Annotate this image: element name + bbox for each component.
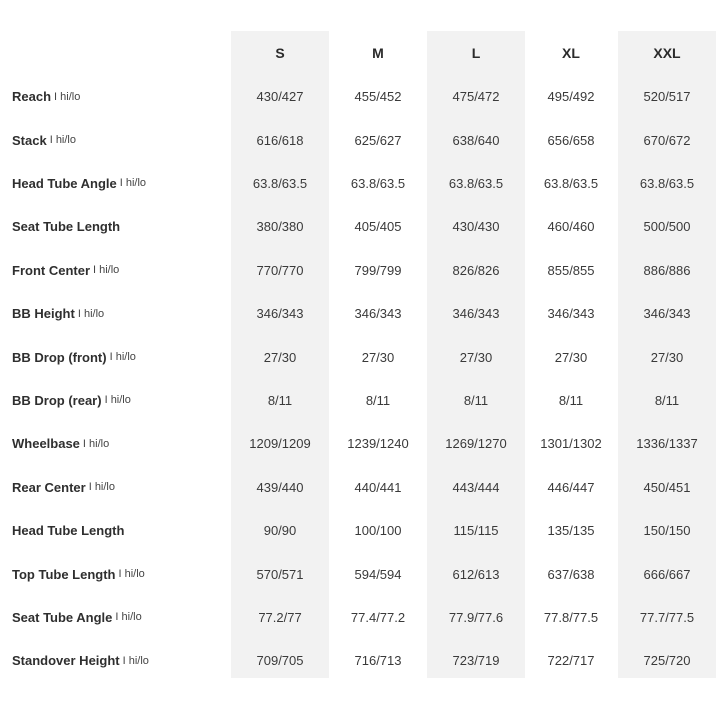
table-cell: 625/627 — [354, 132, 402, 148]
row-label-text: BB Drop (front) — [12, 349, 107, 365]
table-cell: 799/799 — [354, 262, 402, 278]
row-label-suffix: I hi/lo — [118, 568, 145, 581]
table-cell: 1239/1240 — [347, 436, 409, 452]
table-cell: 455/452 — [354, 89, 402, 105]
size-header-xxl: XXL — [653, 44, 681, 61]
table-cell: 63.8/63.5 — [639, 175, 695, 191]
row-label — [12, 292, 104, 335]
table-cell: 135/135 — [547, 523, 595, 539]
table-cell: 1209/1209 — [249, 436, 311, 452]
row-label — [12, 639, 149, 682]
table-cell: 725/720 — [643, 653, 691, 669]
table-row — [0, 639, 720, 682]
table-cell: 90/90 — [263, 523, 297, 539]
row-label-suffix: I hi/lo — [54, 90, 81, 103]
table-cell: 27/30 — [263, 349, 297, 365]
table-cell: 460/460 — [547, 219, 595, 235]
row-label-suffix: I hi/lo — [119, 177, 147, 190]
table-row — [0, 118, 720, 161]
table-cell: 475/472 — [452, 89, 500, 105]
table-cell: 27/30 — [650, 349, 684, 365]
table-cell: 8/11 — [463, 392, 489, 408]
row-label-text: Wheelbase — [12, 436, 80, 452]
table-cell: 520/517 — [643, 89, 691, 105]
table-cell: 77.8/77.5 — [543, 609, 599, 625]
table-cell: 638/640 — [452, 132, 500, 148]
row-label-suffix: I hi/lo — [49, 134, 76, 147]
row-label-text: Standover Height — [12, 653, 120, 669]
table-row — [0, 596, 720, 639]
table-row — [0, 379, 720, 422]
table-cell: 63.8/63.5 — [350, 175, 406, 191]
table-cell: 77.4/77.2 — [350, 609, 406, 625]
row-label-text: Head Tube Length — [12, 523, 125, 539]
table-cell: 722/717 — [547, 653, 595, 669]
table-cell: 346/343 — [547, 306, 595, 322]
table-cell: 27/30 — [459, 349, 493, 365]
size-header-s: S — [275, 44, 285, 61]
table-cell: 439/440 — [256, 479, 304, 495]
table-cell: 594/594 — [354, 566, 402, 582]
table-cell: 709/705 — [256, 653, 304, 669]
row-label — [12, 118, 76, 161]
table-row — [0, 162, 720, 205]
table-cell: 63.8/63.5 — [252, 175, 308, 191]
table-cell: 77.7/77.5 — [639, 609, 695, 625]
table-cell: 770/770 — [256, 262, 304, 278]
table-cell: 346/343 — [256, 306, 304, 322]
table-cell: 1301/1302 — [540, 436, 602, 452]
table-row — [0, 552, 720, 595]
table-cell: 8/11 — [267, 392, 293, 408]
row-label — [12, 596, 142, 639]
table-cell: 723/719 — [452, 653, 500, 669]
table-cell: 826/826 — [452, 262, 500, 278]
table-cell: 1336/1337 — [636, 436, 698, 452]
row-label-text: Rear Center — [12, 479, 86, 495]
table-cell: 446/447 — [547, 479, 595, 495]
row-label-text: Stack — [12, 132, 47, 148]
table-cell: 115/115 — [453, 523, 499, 539]
table-cell: 430/430 — [452, 219, 500, 235]
size-header-l: L — [471, 44, 481, 61]
table-cell: 8/11 — [654, 392, 680, 408]
row-label-text: BB Drop (rear) — [12, 392, 102, 408]
table-row — [0, 205, 720, 248]
row-label-suffix: I hi/lo — [115, 611, 142, 624]
table-cell: 637/638 — [547, 566, 595, 582]
table-cell: 27/30 — [361, 349, 395, 365]
table-cell: 77.9/77.6 — [448, 609, 504, 625]
table-cell: 612/613 — [452, 566, 500, 582]
row-label — [12, 422, 109, 465]
table-cell: 886/886 — [643, 262, 691, 278]
row-label-suffix: I hi/lo — [104, 394, 131, 407]
row-label — [12, 205, 120, 248]
size-header-row — [0, 31, 720, 74]
table-row — [0, 466, 720, 509]
row-label-suffix: I hi/lo — [82, 437, 110, 450]
table-cell: 346/343 — [643, 306, 691, 322]
table-cell: 27/30 — [554, 349, 588, 365]
table-cell: 440/441 — [354, 479, 402, 495]
row-label-text: Seat Tube Angle — [12, 609, 113, 625]
row-label — [12, 509, 124, 552]
row-label-text: Reach — [12, 89, 52, 105]
row-label-suffix: I hi/lo — [88, 481, 115, 494]
table-cell: 450/451 — [643, 479, 691, 495]
row-label — [12, 379, 131, 422]
row-label — [12, 552, 145, 595]
table-cell: 855/855 — [547, 262, 595, 278]
size-header-xl: XL — [562, 44, 580, 61]
row-label-suffix: I hi/lo — [122, 654, 149, 667]
table-cell: 346/343 — [452, 306, 500, 322]
table-cell: 656/658 — [547, 132, 595, 148]
table-cell: 405/405 — [354, 219, 402, 235]
table-row — [0, 75, 720, 118]
table-cell: 150/150 — [643, 523, 691, 539]
table-cell: 716/713 — [354, 653, 402, 669]
row-label-suffix: I hi/lo — [93, 264, 120, 277]
table-cell: 443/444 — [452, 479, 500, 495]
table-row — [0, 335, 720, 378]
table-cell: 570/571 — [256, 566, 304, 582]
table-row — [0, 249, 720, 292]
row-label — [12, 162, 146, 205]
row-label-text: Head Tube Angle — [12, 175, 117, 191]
table-cell: 77.2/77 — [258, 609, 302, 625]
table-cell: 666/667 — [643, 566, 691, 582]
row-label — [12, 75, 80, 118]
table-cell: 100/100 — [354, 523, 402, 539]
row-label-suffix: I hi/lo — [109, 351, 136, 364]
row-label — [12, 249, 119, 292]
row-label-text: Seat Tube Length — [12, 219, 121, 235]
table-row — [0, 509, 720, 552]
table-cell: 1269/1270 — [445, 436, 507, 452]
table-cell: 670/672 — [643, 132, 691, 148]
row-label-suffix: I hi/lo — [77, 307, 105, 320]
table-cell: 500/500 — [643, 219, 691, 235]
table-cell: 8/11 — [558, 392, 584, 408]
size-header-m: M — [372, 44, 384, 61]
table-cell: 346/343 — [354, 306, 402, 322]
table-cell: 380/380 — [256, 219, 304, 235]
row-label-text: Top Tube Length — [12, 566, 116, 582]
table-cell: 63.8/63.5 — [448, 175, 504, 191]
table-cell: 430/427 — [256, 89, 304, 105]
table-cell: 8/11 — [365, 392, 391, 408]
row-label-text: BB Height — [12, 306, 75, 322]
row-label-text: Front Center — [12, 262, 90, 278]
table-row — [0, 422, 720, 465]
table-cell: 495/492 — [547, 89, 595, 105]
table-cell: 616/618 — [256, 132, 304, 148]
table-row — [0, 292, 720, 335]
table-cell: 63.8/63.5 — [543, 175, 599, 191]
row-label — [12, 466, 115, 509]
row-label — [12, 335, 136, 378]
